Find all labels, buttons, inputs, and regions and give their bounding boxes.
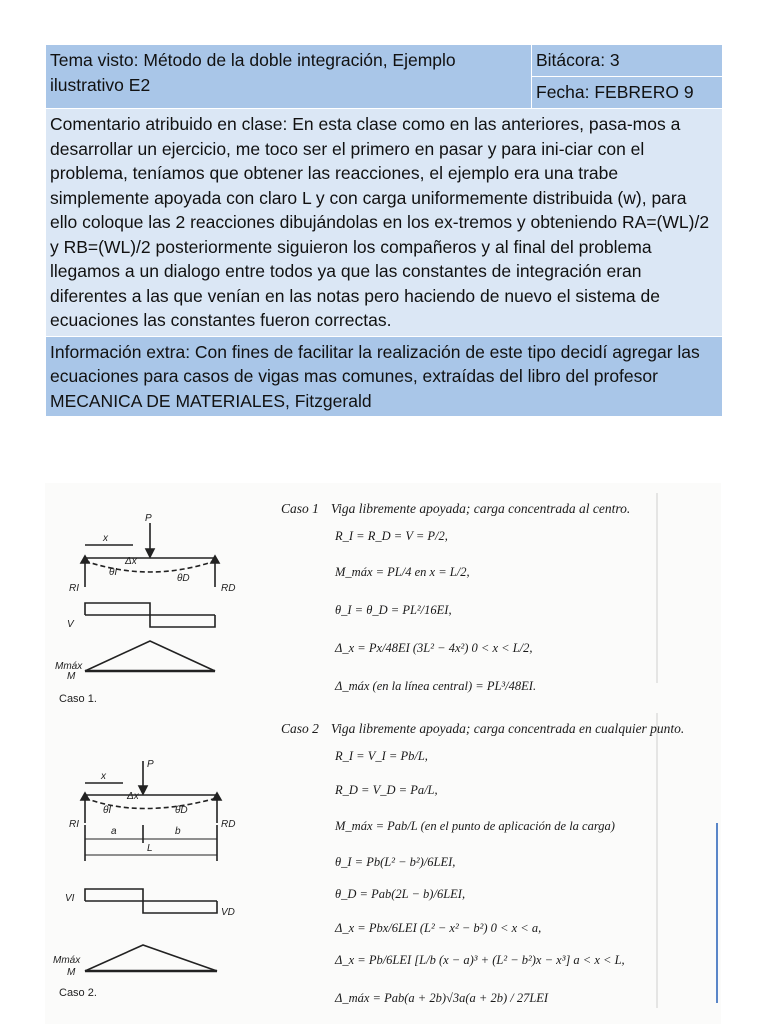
case2-label-theta-d: θD bbox=[175, 805, 188, 816]
case1-label-load: P bbox=[145, 513, 152, 524]
case2-eq-4: θ_D = Pab(2L − b)/6LEI, bbox=[335, 887, 466, 901]
case2-label-delta: Δx bbox=[127, 791, 139, 802]
tema-cell: Tema visto: Método de la doble integración, Ejemplo ilustrativo E2 bbox=[46, 45, 532, 109]
case1-label-v: V bbox=[67, 619, 74, 630]
case2-label: Caso 2 bbox=[281, 721, 319, 736]
case1-label-x: x bbox=[103, 533, 108, 544]
case1-moment-diagram bbox=[85, 641, 215, 671]
comentario-cell: Comentario atribuido en clase: En esta clase como en las anteriores, pasa-mos a desarrollar un ejercicio, me toco ser el primero en pasar y para ini-ciar con el problema, teníamos que obtener las reacciones, el ejemplo era una trabe simplemente apoyada con claro L y con carga uniformemente distribuida (w), para ello coloque las 2 reacciones dibujándolas en los ex-tremos y obteniendo RA=(WL)/2 y RB=(WL)/2 posteriormente siguieron los compañeros y al final del problema llegamos a un dialogo entre todos ya que las constantes de integración eran diferentes a las que venían en las notas pero haciendo de nuevo el sistema de ecuaciones las constantes fueron correctas. bbox=[46, 109, 723, 337]
case2-label-m: M bbox=[67, 967, 76, 978]
case2-title: Viga libremente apoyada; carga concentrada en cualquier punto. bbox=[330, 721, 685, 736]
case1-eq-1: M_máx = PL/4 en x = L/2, bbox=[335, 565, 470, 579]
case2-label-load: P bbox=[147, 759, 154, 770]
case1-label: Caso 1 bbox=[281, 501, 319, 516]
case1-label-mmax: Mmáx bbox=[55, 661, 83, 672]
case1-eq-3: Δ_x = Px/48EI (3L² − 4x²) 0 < x < L/2, bbox=[335, 641, 533, 655]
case1-label-ri: RI bbox=[69, 583, 79, 594]
case2-eq-7: Δ_máx = Pab(a + 2b)√3a(a + 2b) / 27LEI bbox=[335, 991, 549, 1005]
case2-label-mmax: Mmáx bbox=[53, 955, 81, 966]
case1-label-theta-i: θI bbox=[109, 567, 118, 578]
case1-eq-0: R_I = R_D = V = P/2, bbox=[335, 529, 448, 543]
case1-label-delta: Δx bbox=[125, 556, 137, 567]
case2-label-vd: VD bbox=[221, 907, 235, 918]
case2-label-a: a bbox=[111, 826, 117, 837]
case2-eq-0: R_I = V_I = Pb/L, bbox=[335, 749, 428, 763]
case1-eq-4: Δ_máx (en la línea central) = PL³/48EI. bbox=[335, 679, 537, 693]
case1-title: Viga libremente apoyada; carga concentrada al centro. bbox=[330, 501, 631, 516]
case2-label-l: L bbox=[147, 843, 153, 854]
case2-label-vi: VI bbox=[65, 893, 75, 904]
case2-heading bbox=[281, 721, 684, 737]
info-extra-cell: Información extra: Con fines de facilitar la realización de este tipo decidí agregar las ecuaciones para casos de vigas mas comunes, extraídas del libro del profesor MECANICA DE MATERIALES, Fitzgerald bbox=[46, 336, 723, 417]
case2-eq-1: R_D = V_D = Pa/L, bbox=[335, 783, 438, 797]
case2-caption: Caso 2. bbox=[59, 987, 97, 999]
case2-eq-5: Δ_x = Pbx/6LEI (L² − x² − b²) 0 < x < a, bbox=[335, 921, 542, 935]
case1-deflection-curve bbox=[85, 561, 215, 572]
scanned-book-page bbox=[45, 483, 721, 1024]
case2-label-rd: RD bbox=[221, 819, 236, 830]
bitacora-sheet bbox=[45, 44, 722, 417]
case2-eq-6: Δ_x = Pb/6LEI [L/b (x − a)³ + (L² − b²)x − x³] a < x < L, bbox=[335, 953, 625, 967]
case1-eq-2: θ_I = θ_D = PL²/16EI, bbox=[335, 603, 452, 617]
case2-eq-3: θ_I = Pb(L² − b²)/6LEI, bbox=[335, 855, 456, 869]
bitacora-cell: Bitácora: 3 bbox=[532, 45, 723, 77]
case2-label-x: x bbox=[101, 771, 106, 782]
fecha-cell: Fecha: FEBRERO 9 bbox=[532, 77, 723, 109]
case1-label-rd: RD bbox=[221, 583, 236, 594]
case2-label-ri: RI bbox=[69, 819, 79, 830]
case2-label-theta-i: θI bbox=[103, 805, 112, 816]
bitacora-table bbox=[45, 44, 723, 417]
case2-moment-diagram bbox=[85, 945, 217, 971]
case1-label-m: M bbox=[67, 671, 76, 682]
case1-heading bbox=[281, 501, 630, 517]
case2-label-b: b bbox=[175, 826, 181, 837]
case1-label-theta-d: θD bbox=[177, 573, 190, 584]
case2-eq-2: M_máx = Pab/L (en el punto de aplicación de la carga) bbox=[335, 819, 615, 833]
case1-caption: Caso 1. bbox=[59, 693, 97, 705]
